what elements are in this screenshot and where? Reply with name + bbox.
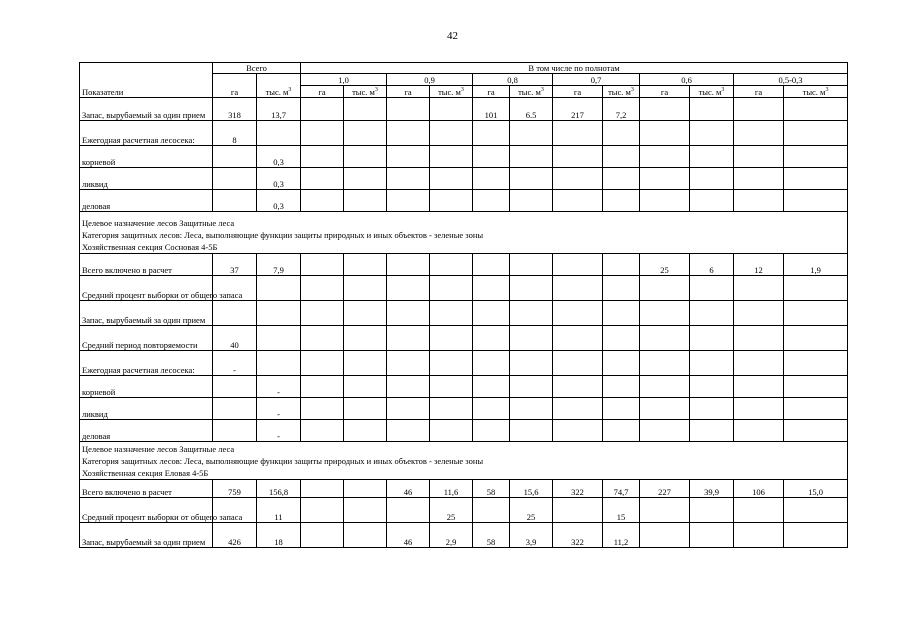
table-cell <box>603 301 640 326</box>
table-row <box>80 146 848 168</box>
table-cell <box>553 121 603 146</box>
row-label: Средний процент выборки от общего запаса <box>80 276 213 301</box>
table-cell <box>734 420 784 442</box>
row-label: деловая <box>80 190 213 212</box>
table-cell <box>690 420 734 442</box>
table-cell <box>387 376 430 398</box>
table-cell <box>213 398 257 420</box>
total-header: Всего <box>213 63 301 74</box>
unit-ha-header: га <box>387 86 430 98</box>
table-cell <box>603 121 640 146</box>
table-cell <box>734 523 784 548</box>
row-label: Средний процент выборки от общего запаса <box>80 498 213 523</box>
table-cell <box>257 301 301 326</box>
section-line: Хозяйственная секция Еловая 4-5Б <box>82 468 209 478</box>
table-cell: 322 <box>553 523 603 548</box>
unit-vol-header: тыс. $м^3$ <box>344 86 387 98</box>
table-cell <box>734 498 784 523</box>
table-cell <box>603 420 640 442</box>
table-cell <box>213 190 257 212</box>
density-header: 1,0 <box>301 74 387 86</box>
table-cell <box>510 420 553 442</box>
table-cell <box>734 326 784 351</box>
table-cell: 18 <box>257 523 301 548</box>
table-cell <box>510 351 553 376</box>
table-cell <box>301 523 344 548</box>
table-cell <box>734 398 784 420</box>
row-label: Запас, вырубаемый за один прием <box>80 301 213 326</box>
section-line: Категория защитных лесов: Леса, выполняющие функции защиты природных и иных объектов - зеленые зоны <box>82 456 484 466</box>
total-ha-header: га <box>213 74 257 98</box>
table-cell <box>430 190 473 212</box>
table-cell <box>690 301 734 326</box>
table-cell <box>603 351 640 376</box>
table-cell <box>344 98 387 121</box>
total-vol-header: тыс. $м^3$ <box>257 74 301 98</box>
table-cell <box>473 121 510 146</box>
table-cell <box>640 168 690 190</box>
table-cell <box>640 301 690 326</box>
table-cell <box>640 121 690 146</box>
table-cell <box>473 376 510 398</box>
section-line: Хозяйственная секция Сосновая 4-5Б <box>82 242 218 252</box>
table-cell <box>301 376 344 398</box>
table-cell <box>430 351 473 376</box>
table-cell <box>640 351 690 376</box>
table-cell: 2,9 <box>430 523 473 548</box>
table-cell <box>473 146 510 168</box>
table-cell <box>387 98 430 121</box>
table-cell <box>301 190 344 212</box>
table-cell <box>784 146 848 168</box>
table-row <box>80 376 848 398</box>
table-cell: 15,6 <box>510 480 553 498</box>
table-cell: - <box>257 376 301 398</box>
table-cell: - <box>257 398 301 420</box>
table-cell <box>603 168 640 190</box>
unit-ha-header: га <box>734 86 784 98</box>
row-label: Запас, вырубаемый за один прием <box>80 523 213 548</box>
table-cell <box>784 376 848 398</box>
table-cell <box>213 168 257 190</box>
table-row <box>80 254 848 276</box>
table-cell <box>784 420 848 442</box>
table-cell <box>603 276 640 301</box>
table-row <box>80 276 848 301</box>
table-cell <box>301 301 344 326</box>
table-cell <box>430 376 473 398</box>
table-cell <box>387 190 430 212</box>
table-cell <box>510 121 553 146</box>
table-cell <box>430 254 473 276</box>
table-cell <box>301 168 344 190</box>
table-cell <box>301 326 344 351</box>
table-row <box>80 326 848 351</box>
table-cell <box>257 276 301 301</box>
table-cell <box>510 276 553 301</box>
table-cell <box>690 276 734 301</box>
table-cell: - <box>257 420 301 442</box>
table-cell: 11,6 <box>430 480 473 498</box>
table-cell <box>301 480 344 498</box>
table-cell <box>510 398 553 420</box>
including-header: В том числе по полнотам <box>301 63 848 74</box>
section-header-row <box>80 212 848 254</box>
unit-vol-header: тыс. $м^3$ <box>603 86 640 98</box>
row-label: ликвид <box>80 398 213 420</box>
unit-vol-header: тыс. $м^3$ <box>510 86 553 98</box>
table-cell <box>344 301 387 326</box>
table-cell <box>640 190 690 212</box>
table-cell <box>784 498 848 523</box>
row-label: Средний период повторяемости <box>80 326 213 351</box>
table-cell <box>344 254 387 276</box>
table-cell <box>510 254 553 276</box>
table-cell <box>690 98 734 121</box>
table-cell <box>344 398 387 420</box>
density-header: 0,6 <box>640 74 734 86</box>
table-row <box>80 480 848 498</box>
table-cell <box>301 146 344 168</box>
table-cell <box>553 301 603 326</box>
table-cell <box>301 420 344 442</box>
table-cell <box>734 121 784 146</box>
table-cell: 0,3 <box>257 190 301 212</box>
table-cell <box>510 146 553 168</box>
table-cell <box>301 351 344 376</box>
table-cell <box>553 168 603 190</box>
table-cell <box>553 420 603 442</box>
table-cell <box>473 498 510 523</box>
table-cell <box>603 398 640 420</box>
table-cell <box>473 168 510 190</box>
table-cell <box>690 190 734 212</box>
table-cell <box>784 98 848 121</box>
table-cell <box>690 168 734 190</box>
unit-ha-header: га <box>640 86 690 98</box>
row-label: деловая <box>80 420 213 442</box>
table-row <box>80 190 848 212</box>
table-row <box>80 121 848 146</box>
table-cell <box>387 301 430 326</box>
forest-table <box>79 62 848 548</box>
table-cell <box>603 190 640 212</box>
table-cell <box>640 398 690 420</box>
table-cell <box>690 351 734 376</box>
table-cell <box>473 398 510 420</box>
table-cell <box>784 326 848 351</box>
table-cell <box>640 498 690 523</box>
table-cell <box>344 121 387 146</box>
table-cell <box>257 351 301 376</box>
table-cell <box>430 276 473 301</box>
table-cell <box>553 376 603 398</box>
table-cell <box>553 398 603 420</box>
table-cell <box>387 168 430 190</box>
table-cell <box>734 376 784 398</box>
table-cell: 46 <box>387 480 430 498</box>
table-cell: 12 <box>734 254 784 276</box>
table-cell <box>387 276 430 301</box>
table-cell <box>640 420 690 442</box>
table-cell <box>734 301 784 326</box>
table-cell: 25 <box>510 498 553 523</box>
table-cell <box>690 398 734 420</box>
table-cell: 318 <box>213 98 257 121</box>
table-cell <box>640 523 690 548</box>
table-cell <box>430 146 473 168</box>
table-cell <box>257 121 301 146</box>
table-row <box>80 301 848 326</box>
table-cell <box>784 523 848 548</box>
table-cell: 39,9 <box>690 480 734 498</box>
table-cell <box>344 276 387 301</box>
table-cell <box>387 146 430 168</box>
table-cell: 58 <box>473 480 510 498</box>
table-cell <box>213 146 257 168</box>
table-cell: 40 <box>213 326 257 351</box>
table-cell <box>640 376 690 398</box>
table-cell <box>301 254 344 276</box>
table-cell <box>553 498 603 523</box>
table-cell <box>387 326 430 351</box>
table-cell <box>784 190 848 212</box>
table-cell <box>734 98 784 121</box>
table-cell <box>430 398 473 420</box>
table-cell <box>553 276 603 301</box>
table-cell <box>734 190 784 212</box>
table-row <box>80 523 848 548</box>
table-cell <box>430 121 473 146</box>
table-row <box>80 98 848 121</box>
table-cell <box>734 351 784 376</box>
table-cell: 7,2 <box>603 98 640 121</box>
table-cell <box>344 376 387 398</box>
table-cell: 759 <box>213 480 257 498</box>
table-cell <box>344 498 387 523</box>
table-cell <box>344 480 387 498</box>
row-label: корневой <box>80 376 213 398</box>
table-cell: 7,9 <box>257 254 301 276</box>
table-cell <box>344 523 387 548</box>
table-cell <box>344 420 387 442</box>
table-cell <box>553 254 603 276</box>
table-cell <box>553 146 603 168</box>
row-label: ликвид <box>80 168 213 190</box>
table-cell <box>784 168 848 190</box>
table-cell <box>387 351 430 376</box>
table-cell <box>301 98 344 121</box>
table-cell: 13,7 <box>257 98 301 121</box>
table-row <box>80 351 848 376</box>
section-description <box>80 212 848 254</box>
table-cell <box>510 326 553 351</box>
table-cell <box>387 420 430 442</box>
table-cell <box>430 301 473 326</box>
table-cell: 227 <box>640 480 690 498</box>
table-cell <box>473 326 510 351</box>
table-cell <box>430 168 473 190</box>
table-cell <box>473 351 510 376</box>
table-cell <box>430 420 473 442</box>
table-cell: 106 <box>734 480 784 498</box>
unit-vol-header: тыс. $м^3$ <box>784 86 848 98</box>
table-cell: 1,9 <box>784 254 848 276</box>
table-cell <box>430 326 473 351</box>
table-cell <box>690 326 734 351</box>
table-cell <box>344 351 387 376</box>
table-cell <box>473 254 510 276</box>
table-cell <box>344 190 387 212</box>
table-cell <box>510 168 553 190</box>
table-cell <box>784 351 848 376</box>
table-cell <box>734 276 784 301</box>
table-cell: 25 <box>430 498 473 523</box>
table-cell <box>473 190 510 212</box>
table-cell <box>603 254 640 276</box>
indicators-header: Показатели <box>80 63 213 98</box>
section-line: Категория защитных лесов: Леса, выполняющие функции защиты природных и иных объектов - зеленые зоны <box>82 230 484 240</box>
table-cell <box>430 98 473 121</box>
section-description <box>80 442 848 480</box>
table-cell <box>690 523 734 548</box>
section-line: Целевое назначение лесов Защитные леса <box>82 218 235 228</box>
table-cell <box>213 376 257 398</box>
row-label: Ежегодная расчетная лесосека: <box>80 121 213 146</box>
table-cell <box>213 301 257 326</box>
table-cell <box>301 121 344 146</box>
table-cell <box>690 146 734 168</box>
row-label: Ежегодная расчетная лесосека: <box>80 351 213 376</box>
table-cell <box>510 301 553 326</box>
table-cell: 25 <box>640 254 690 276</box>
table-cell <box>301 276 344 301</box>
table-row <box>80 168 848 190</box>
table-cell <box>784 301 848 326</box>
table-cell <box>553 351 603 376</box>
density-header: 0,7 <box>553 74 640 86</box>
table-cell <box>784 276 848 301</box>
table-cell <box>690 376 734 398</box>
row-label: корневой <box>80 146 213 168</box>
table-cell: 37 <box>213 254 257 276</box>
table-cell <box>473 301 510 326</box>
section-header-row <box>80 442 848 480</box>
table-cell: 156,8 <box>257 480 301 498</box>
unit-ha-header: га <box>301 86 344 98</box>
section-line: Целевое назначение лесов Защитные леса <box>82 444 235 454</box>
unit-ha-header: га <box>473 86 510 98</box>
row-label: Запас, вырубаемый за один прием <box>80 98 213 121</box>
density-header: 0,8 <box>473 74 553 86</box>
table-row <box>80 420 848 442</box>
row-label: Всего включено в расчет <box>80 480 213 498</box>
table-cell <box>387 254 430 276</box>
table-cell <box>301 498 344 523</box>
table-cell: 46 <box>387 523 430 548</box>
unit-vol-header: тыс. $м^3$ <box>690 86 734 98</box>
table-cell: 217 <box>553 98 603 121</box>
table-cell: 3,9 <box>510 523 553 548</box>
table-row <box>80 398 848 420</box>
table-row <box>80 498 848 523</box>
table-cell <box>690 498 734 523</box>
table-cell <box>510 376 553 398</box>
table-cell: 58 <box>473 523 510 548</box>
unit-vol-header: тыс. $м^3$ <box>430 86 473 98</box>
table-cell <box>603 146 640 168</box>
table-cell <box>510 190 553 212</box>
table-cell <box>344 168 387 190</box>
density-header: 0,9 <box>387 74 473 86</box>
table-cell: 11,2 <box>603 523 640 548</box>
density-header: 0,5-0,3 <box>734 74 848 86</box>
table-cell <box>257 326 301 351</box>
table-cell <box>473 276 510 301</box>
table-cell <box>603 326 640 351</box>
table-cell: 322 <box>553 480 603 498</box>
table-cell <box>734 146 784 168</box>
table-cell: 101 <box>473 98 510 121</box>
table-cell <box>640 98 690 121</box>
table-cell: 11 <box>257 498 301 523</box>
table-cell: 6 <box>690 254 734 276</box>
table-cell <box>640 326 690 351</box>
table-cell: 15,0 <box>784 480 848 498</box>
table-cell <box>344 326 387 351</box>
table-cell: 8 <box>213 121 257 146</box>
table-cell <box>301 398 344 420</box>
table-cell <box>640 276 690 301</box>
unit-ha-header: га <box>553 86 603 98</box>
table-cell <box>387 121 430 146</box>
table-cell <box>640 146 690 168</box>
table-cell: - <box>213 351 257 376</box>
table-cell: 0,3 <box>257 168 301 190</box>
table-cell <box>603 376 640 398</box>
table-cell <box>473 420 510 442</box>
table-cell <box>553 190 603 212</box>
table-cell <box>213 420 257 442</box>
table-cell <box>784 398 848 420</box>
row-label: Всего включено в расчет <box>80 254 213 276</box>
table-cell: 6.5 <box>510 98 553 121</box>
table-cell <box>784 121 848 146</box>
table-cell <box>387 398 430 420</box>
table-cell <box>553 326 603 351</box>
table-cell: 0,3 <box>257 146 301 168</box>
table-cell: 74,7 <box>603 480 640 498</box>
table-cell <box>387 498 430 523</box>
table-cell <box>344 146 387 168</box>
table-cell: 426 <box>213 523 257 548</box>
page-number: 42 <box>447 30 458 42</box>
table-cell: 15 <box>603 498 640 523</box>
table-cell <box>690 121 734 146</box>
table-cell <box>734 168 784 190</box>
